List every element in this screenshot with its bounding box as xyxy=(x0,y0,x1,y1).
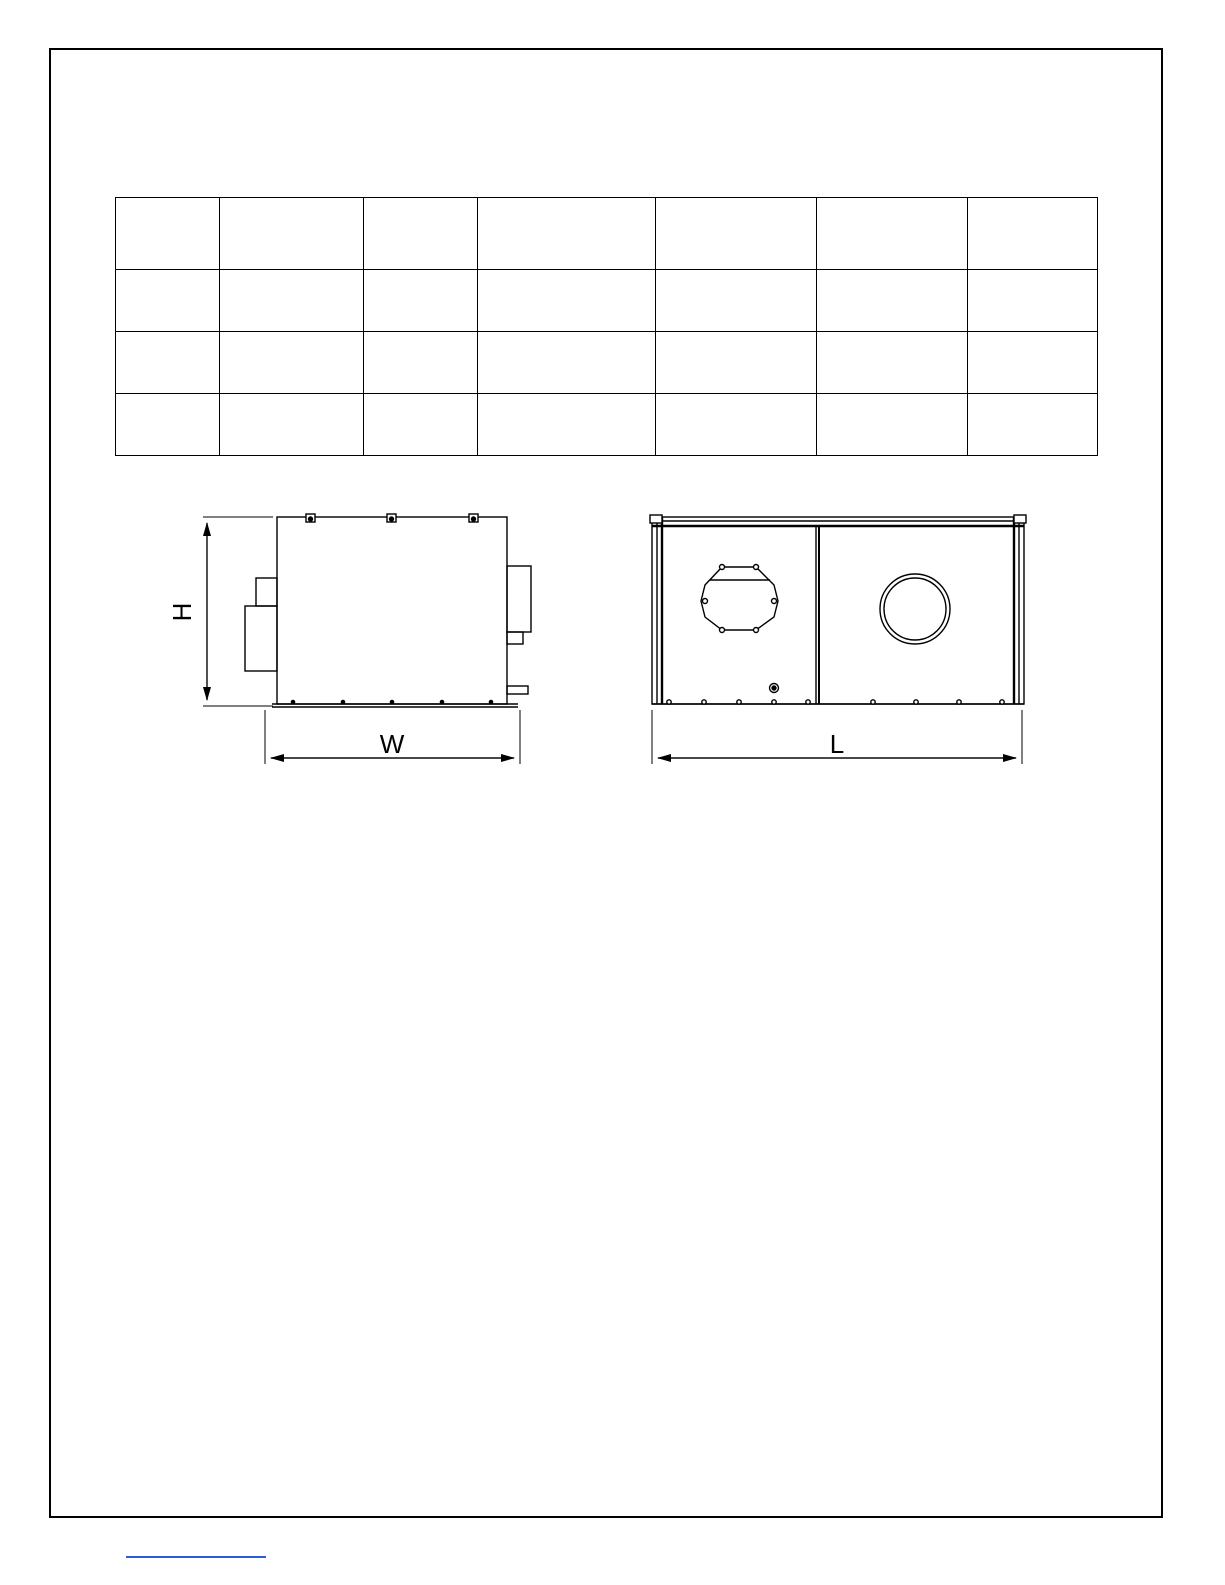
left-connector xyxy=(256,578,277,606)
drain-pipe xyxy=(507,686,528,694)
right-box xyxy=(507,566,531,632)
length-label: L xyxy=(829,729,845,759)
footer-link-underline[interactable] xyxy=(126,1556,266,1558)
front-view-body xyxy=(652,517,1024,704)
side-view xyxy=(203,514,531,764)
width-label: W xyxy=(379,729,405,759)
side-view-body xyxy=(277,517,507,704)
height-label: H xyxy=(167,602,197,622)
outlet-port xyxy=(880,574,950,644)
inlet-port xyxy=(701,567,778,630)
left-box xyxy=(245,606,277,671)
front-view xyxy=(650,515,1026,764)
right-connector xyxy=(507,632,523,644)
